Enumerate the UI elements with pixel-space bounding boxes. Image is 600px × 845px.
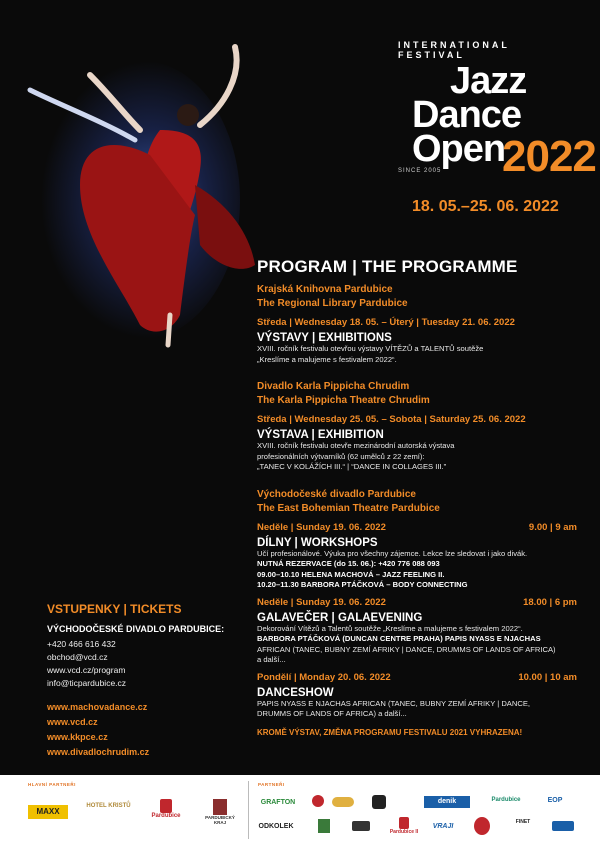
partner-logo-d [372,795,386,809]
link-vcd[interactable]: www.vcd.cz [47,717,98,727]
description-line: „Kreslíme a malujeme s festivalem 2022“. [257,354,397,364]
venue-name [257,283,577,311]
programme-change-note: KROMĚ VÝSTAV, ZMĚNA PROGRAMU FESTIVALU 2021 VYHRAZENA! [257,727,523,737]
description-line: AFRICAN (TANEC, BUBNY ZEMÍ AFRIKY | DANCE, DRUMMS OF LANDS OF AFRICA) [257,644,556,654]
partners-strip [0,775,600,845]
coat-of-arms-icon [213,799,227,815]
event-description [257,441,577,473]
venue-name [257,380,577,408]
website-links [47,700,247,760]
event-date-text: Pondělí | Monday 20. 06. 2022 [257,671,391,683]
event-date [257,414,577,425]
festival-intl-label: INTERNATIONAL FESTIVAL [398,40,510,60]
partner-logo-red-circle [312,795,324,807]
logo-word-open: Open [412,128,506,170]
event-title: VÝSTAVY | EXHIBITIONS [257,332,392,344]
partner-logo-maxx: MAXX [28,805,68,819]
description-line: Dekorování Vítězů a Talentů soutěže „Kreslíme a malujeme s festivalem 2022“. [257,623,523,633]
festival-year: 2022 [502,132,596,181]
coat-of-arms-icon [160,799,172,813]
programme-title: PROGRAM | THE PROGRAMME [257,257,518,276]
partner-logo-label: PARDUBICKÝ KRAJ [205,815,235,825]
description-line: XVIII. ročník festivalu otevřou výstavy VÍTĚZŮ a TALENTŮ soutěže [257,344,484,353]
festival-logo [398,40,596,181]
link-divadlochrudim[interactable]: www.divadlochrudim.cz [47,747,150,757]
event-title: DÍLNY | WORKSHOPS [257,536,378,549]
tickets-info-email[interactable]: info@ticpardubice.cz [47,678,127,688]
partner-logo-gold [332,797,354,807]
partner-logo-pardubice-city [148,799,184,819]
description-line: „TANEC V KOLÁŽÍCH III.“ | “DANCE IN COLLAGES III.” [257,462,447,471]
partner-logo-badge [474,817,490,835]
description-line: XVIII. ročník festivalu otevře mezinárodní autorská výstava [257,441,455,450]
event-time: 18.00 | 6 pm [523,596,577,608]
tickets-program-link[interactable]: www.vcd.cz/program [47,665,126,675]
partner-logo-hotel: HOTEL KRISTŮ [86,803,131,809]
event-date-text: Neděle | Sunday 19. 06. 2022 [257,521,386,533]
description-line: 10.20–11.30 BARBORA PTÁČKOVÁ – BODY CONNECTING [257,580,468,589]
partner-logo-kraj [200,799,240,825]
tickets-contact [47,638,247,690]
partner-logo-k [318,819,330,833]
partner-logo-odkolek: ODKOLEK [258,823,294,830]
festival-dates: 18. 05.–25. 06. 2022 [412,198,559,215]
partners-divider [248,781,249,839]
event-date [257,672,577,683]
link-machovadance[interactable]: www.machovadance.cz [47,702,148,712]
partner-logo-label: Pardubice II [389,829,419,835]
main-partners-label: HLAVNÍ PARTNEŘI [28,782,76,787]
section-chrudim [257,380,577,473]
event-date [257,522,577,533]
event-date-text: Neděle | Sunday 19. 06. 2022 [257,596,386,608]
programme [257,257,577,737]
partner-logo-m [352,821,370,831]
section-east-bohemian [257,488,577,737]
event-date [257,317,577,328]
event-title: GALAVEČER | GALAEVENING [257,611,423,624]
logo-word-jazz: Jazz [450,60,527,102]
partner-logo-vraji: VRAJI [432,823,454,830]
tickets-heading: VSTUPENKY | TICKETS [47,602,182,616]
event-description [257,624,577,666]
venue-name-cz: Východočeské divadlo Pardubice [257,488,416,500]
partners-label: PARTNEŘI [258,782,285,787]
description-line: 09.00–10.10 HELENA MACHOVÁ – JAZZ FEELING II. [257,569,445,579]
tickets-email[interactable]: obchod@vcd.cz [47,652,108,662]
description-line: profesionálních výtvarníků (62 umělců z 22 zemí): [257,451,425,461]
event-description [257,699,577,720]
description-line: a další... [257,655,286,664]
partner-logo-eop: EOP [547,797,563,804]
coat-of-arms-icon [399,817,409,829]
event-title: VÝSTAVA | EXHIBITION [257,429,384,441]
link-kkpce[interactable]: www.kkpce.cz [47,732,108,742]
description-line: PAPIS NYASS E NJACHAS AFRICAN (TANEC, BUBNY ZEMÍ AFRIKY | DANCE, [257,698,531,708]
venue-name-en: The Karla Pippicha Theatre Chrudim [257,395,430,406]
description-line: BARBORA PTÁČKOVÁ (DUNCAN CENTRE PRAHA) PAPIS NYASS E NJACHAS [257,634,541,643]
event-date-text: Středa | Wednesday 25. 05. – Sobota | Saturday 25. 06. 2022 [257,414,526,425]
event-time: 10.00 | 10 am [518,671,577,683]
partner-logo-label: Pardubice [151,813,181,819]
event-date [257,597,577,608]
venue-name-en: The East Bohemian Theatre Pardubice [257,502,440,514]
section-library [257,283,577,365]
description-line: Učí profesionálové. Výuka pro všechny zájemce. Lekce lze sledovat i jako divák. [257,548,528,558]
partner-logo-finet: FINET [515,819,531,825]
partner-logo-grafton: GRAFTON [260,799,296,806]
description-line: DRUMMS OF LANDS OF AFRICA) a další... [257,709,407,718]
logo-word-dance: Dance [412,94,522,136]
dancer-illustration [20,35,270,355]
tickets-venue: VÝCHODOČESKÉ DIVADLO PARDUBICE: [47,624,225,634]
venue-name [257,488,577,516]
description-line: NUTNÁ REZERVACE (do 15. 06.): +420 776 088 093 [257,559,440,568]
tickets-phone[interactable]: +420 466 616 432 [47,639,116,649]
event-time: 9.00 | 9 am [528,521,577,533]
event-description [257,549,577,591]
festival-since: SINCE 2005 [398,168,442,174]
venue-name-cz: Krajská Knihovna Pardubice [257,284,393,295]
partner-logo-denik: denik [424,796,470,808]
venue-name-cz: Divadlo Karla Pippicha Chrudim [257,381,410,392]
event-date-text: Středa | Wednesday 18. 05. – Úterý | Tuesday 21. 06. 2022 [257,317,515,328]
tickets-block [47,602,247,760]
partner-logo-pardubice-ii [384,817,424,835]
venue-name-en: The Regional Library Pardubice [257,298,408,309]
partner-logo-vp [552,821,574,831]
event-workshops [257,522,577,591]
event-danceshow [257,672,577,720]
event-galaevening [257,597,577,666]
partner-logo-pardubice: Pardubice [491,797,521,803]
event-description [257,344,577,365]
event-title: DANCESHOW [257,686,334,699]
